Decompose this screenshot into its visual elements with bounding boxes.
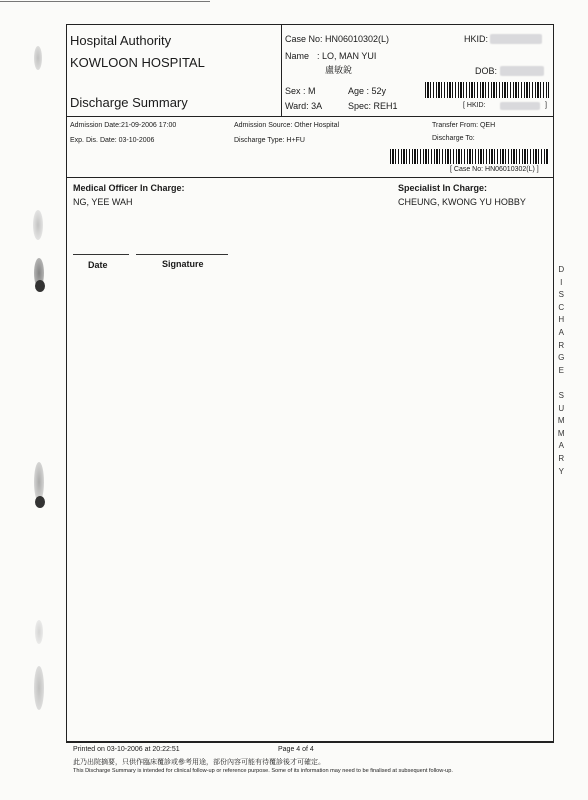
patient-name: : LO, MAN YUI xyxy=(317,51,377,61)
punch-hole xyxy=(35,620,43,644)
printed-on: Printed on 03-10-2006 at 20:22:51 xyxy=(73,746,180,753)
side-letter: I xyxy=(560,277,564,287)
page-top-edge xyxy=(0,1,210,2)
expected-discharge-date: Exp. Dis. Date: 03-10-2006 xyxy=(70,137,155,144)
date-line xyxy=(73,254,129,255)
signature-label: Signature xyxy=(162,259,204,269)
side-letter: A xyxy=(558,441,566,451)
side-letter: E xyxy=(558,365,566,375)
date-label: Date xyxy=(88,260,108,270)
side-letter: R xyxy=(558,453,566,463)
side-letter: C xyxy=(558,302,566,312)
side-letter: G xyxy=(558,353,566,363)
side-letter: H xyxy=(558,315,566,325)
redacted-hkid-2 xyxy=(500,102,540,110)
hkid-bracket-label: [ HKID: xyxy=(463,102,486,109)
specialty: Spec: REH1 xyxy=(348,101,398,111)
patient-sex: Sex : M xyxy=(285,86,316,96)
signature-line xyxy=(136,254,228,255)
side-letter: M xyxy=(557,428,567,438)
side-letter: A xyxy=(558,327,566,337)
dob-label: DOB: xyxy=(475,66,498,76)
side-letter: Y xyxy=(558,466,566,476)
specialist-name: CHEUNG, KWONG YU HOBBY xyxy=(398,197,526,207)
name-label: Name xyxy=(285,51,310,61)
authority-name: Hospital Authority xyxy=(70,33,172,48)
document-title: Discharge Summary xyxy=(70,95,188,110)
case-number: Case No: HN06010302(L) xyxy=(285,34,390,44)
side-letter: S xyxy=(558,290,566,300)
punch-hole xyxy=(35,280,45,292)
hkid-label: HKID: xyxy=(464,34,489,44)
header-barcode xyxy=(425,82,549,98)
medical-officer-label: Medical Officer In Charge: xyxy=(73,183,185,193)
patient-name-chinese: 盧敏銳 xyxy=(325,65,353,75)
specialist-label: Specialist In Charge: xyxy=(398,183,488,193)
header-divider xyxy=(281,24,282,117)
punch-hole xyxy=(34,46,42,70)
admission-date: Admission Date:21-09-2006 17:00 xyxy=(70,122,177,129)
discharge-to: Discharge To: xyxy=(432,135,475,142)
transfer-from: Transfer From: QEH xyxy=(432,122,496,129)
case-barcode xyxy=(390,149,549,164)
side-letter: M xyxy=(557,416,567,426)
document-frame xyxy=(66,24,554,742)
admission-bottom-rule xyxy=(66,177,554,178)
punch-hole xyxy=(33,210,43,240)
side-label-discharge-summary xyxy=(556,264,568,478)
footer-rule xyxy=(66,742,554,743)
header-bottom-rule xyxy=(66,116,554,117)
side-letter: D xyxy=(558,265,566,274)
patient-age: Age : 52y xyxy=(348,86,387,96)
admission-source: Admission Source: Other Hospital xyxy=(234,122,340,129)
ward: Ward: 3A xyxy=(285,101,323,111)
hkid-bracket-close: ] xyxy=(545,102,547,109)
notice-chinese: 此乃出院摘要，只供作臨床覆診或參考用途，部份內容可能有待覆診後才可確定。 xyxy=(73,759,325,766)
hospital-name: KOWLOON HOSPITAL xyxy=(70,55,205,70)
side-letter: S xyxy=(558,390,566,400)
side-letter: U xyxy=(558,403,566,413)
punch-hole xyxy=(35,496,45,508)
medical-officer-name: NG, YEE WAH xyxy=(73,197,133,207)
page-number: Page 4 of 4 xyxy=(278,746,314,753)
redacted-hkid xyxy=(490,34,542,44)
redacted-dob xyxy=(500,66,544,76)
side-letter: R xyxy=(558,340,566,350)
side-letter xyxy=(556,377,568,390)
case-number-bracket: [ Case No: HN06010302(L) ] xyxy=(450,166,539,173)
notice-english: This Discharge Summary is intended for clinical follow-up or reference purpose. Some of its information may need to be finalised at subsequent follow-up. xyxy=(73,768,453,774)
discharge-type: Discharge Type: H+FU xyxy=(234,137,305,144)
punch-hole xyxy=(34,666,44,710)
